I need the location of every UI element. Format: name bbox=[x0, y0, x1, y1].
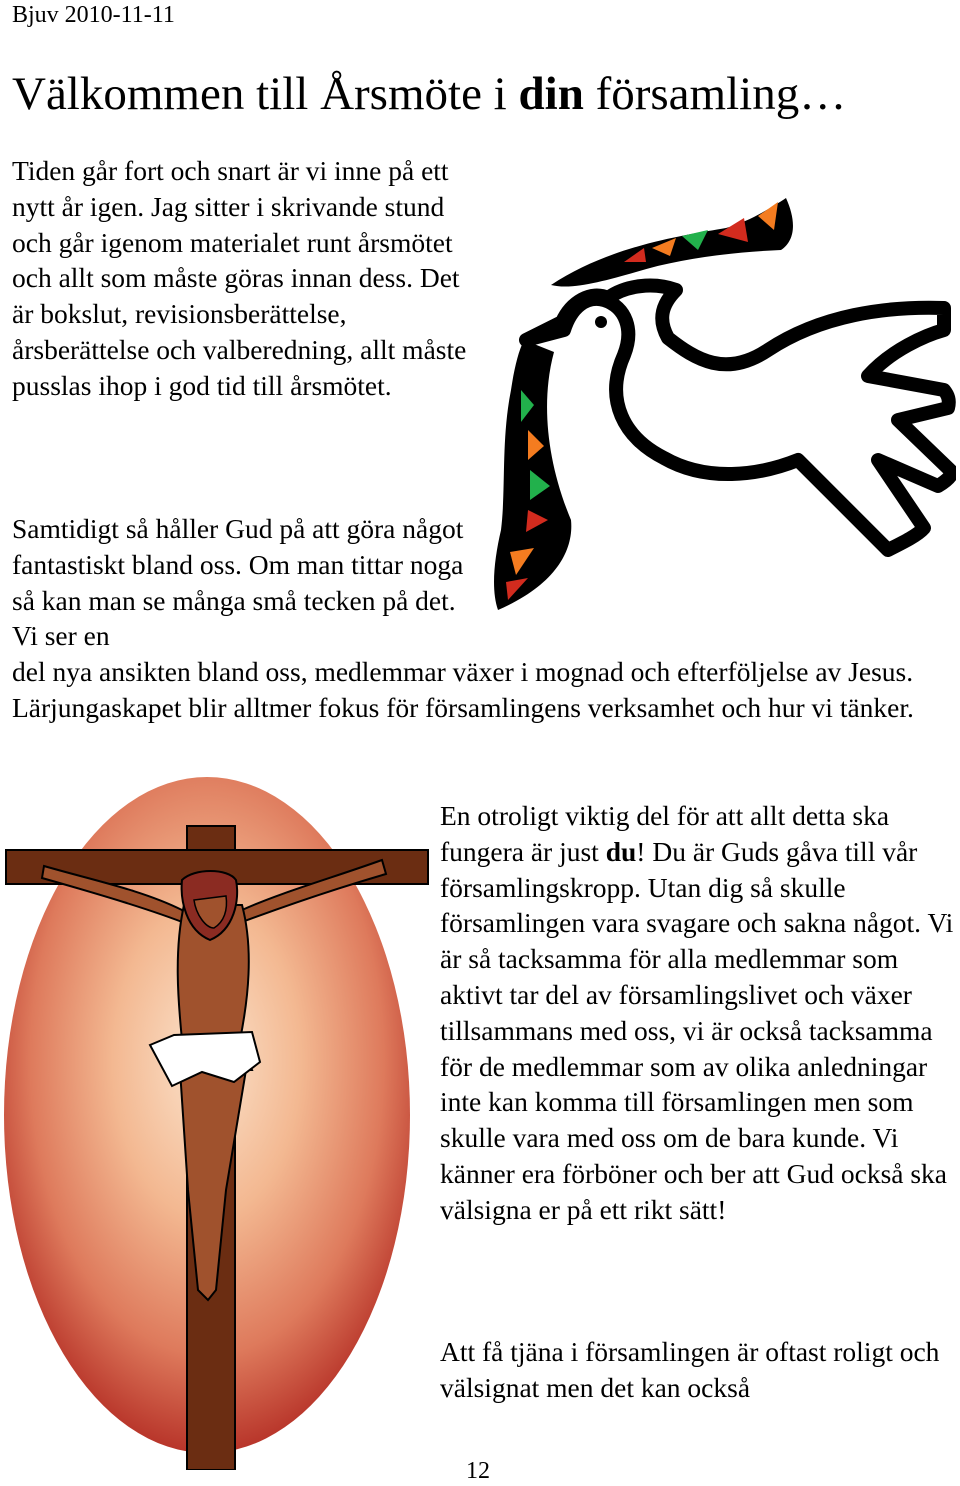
paragraph-signs-wrapped: Samtidigt så håller Gud på att göra något fantastiskt bland oss. Om man tittar noga så kan man se många små tecken på det. Vi ser en bbox=[12, 513, 464, 652]
page-number: 12 bbox=[466, 1458, 490, 1484]
p3-emphasis: du bbox=[605, 835, 637, 867]
title-emphasis: din bbox=[518, 68, 584, 120]
title-text-start: Välkommen till Årsmöte i bbox=[12, 68, 519, 120]
paragraph-serving: Att få tjäna i församlingen är oftast roligt och välsignat men det kan också bbox=[440, 1336, 940, 1403]
paragraph-signs-full-width: del nya ansikten bland oss, medlemmar växer i mognad och efterföljelse av Jesus. Lärjungaskapet blir alltmer fokus för församlingens verksamhet och hur vi tänker. bbox=[12, 656, 914, 723]
header-date: Bjuv 2010-11-11 bbox=[12, 2, 175, 28]
page-title bbox=[12, 64, 846, 124]
dove-icon bbox=[486, 190, 956, 620]
crucifix-icon bbox=[2, 770, 432, 1470]
p3-text-start: En otroligt viktig del för att allt detta ska fungera är just bbox=[440, 800, 890, 867]
title-text-end: församling… bbox=[583, 68, 847, 120]
p3-text-end: ! Du är Guds gåva till vår församlingskropp. Utan dig så skulle församlingen vara svagare och sakna något. Vi är så tacksamma för alla medlemmar som aktivt tar del av församlingslivet och växer tillsammans med oss, vi är också tacksamma för de medlemmar som av olika anledningar inte kan komma till församlingen men som skulle vara med oss om de bara kunde. Vi känner era förböner och ber att Gud också ska välsigna er på ett rikt sätt! bbox=[440, 835, 954, 1225]
paragraph-intro: Tiden går fort och snart är vi inne på ett nytt år igen. Jag sitter i skrivande stund och går igenom materialet runt årsmötet och allt som måste göras innan dess. Det är bokslut, revisionsberättelse, årsberättelse och valberedning, allt måste pusslas ihop i god tid till årsmötet. bbox=[12, 155, 467, 401]
paragraph-you-matter bbox=[440, 798, 955, 1228]
